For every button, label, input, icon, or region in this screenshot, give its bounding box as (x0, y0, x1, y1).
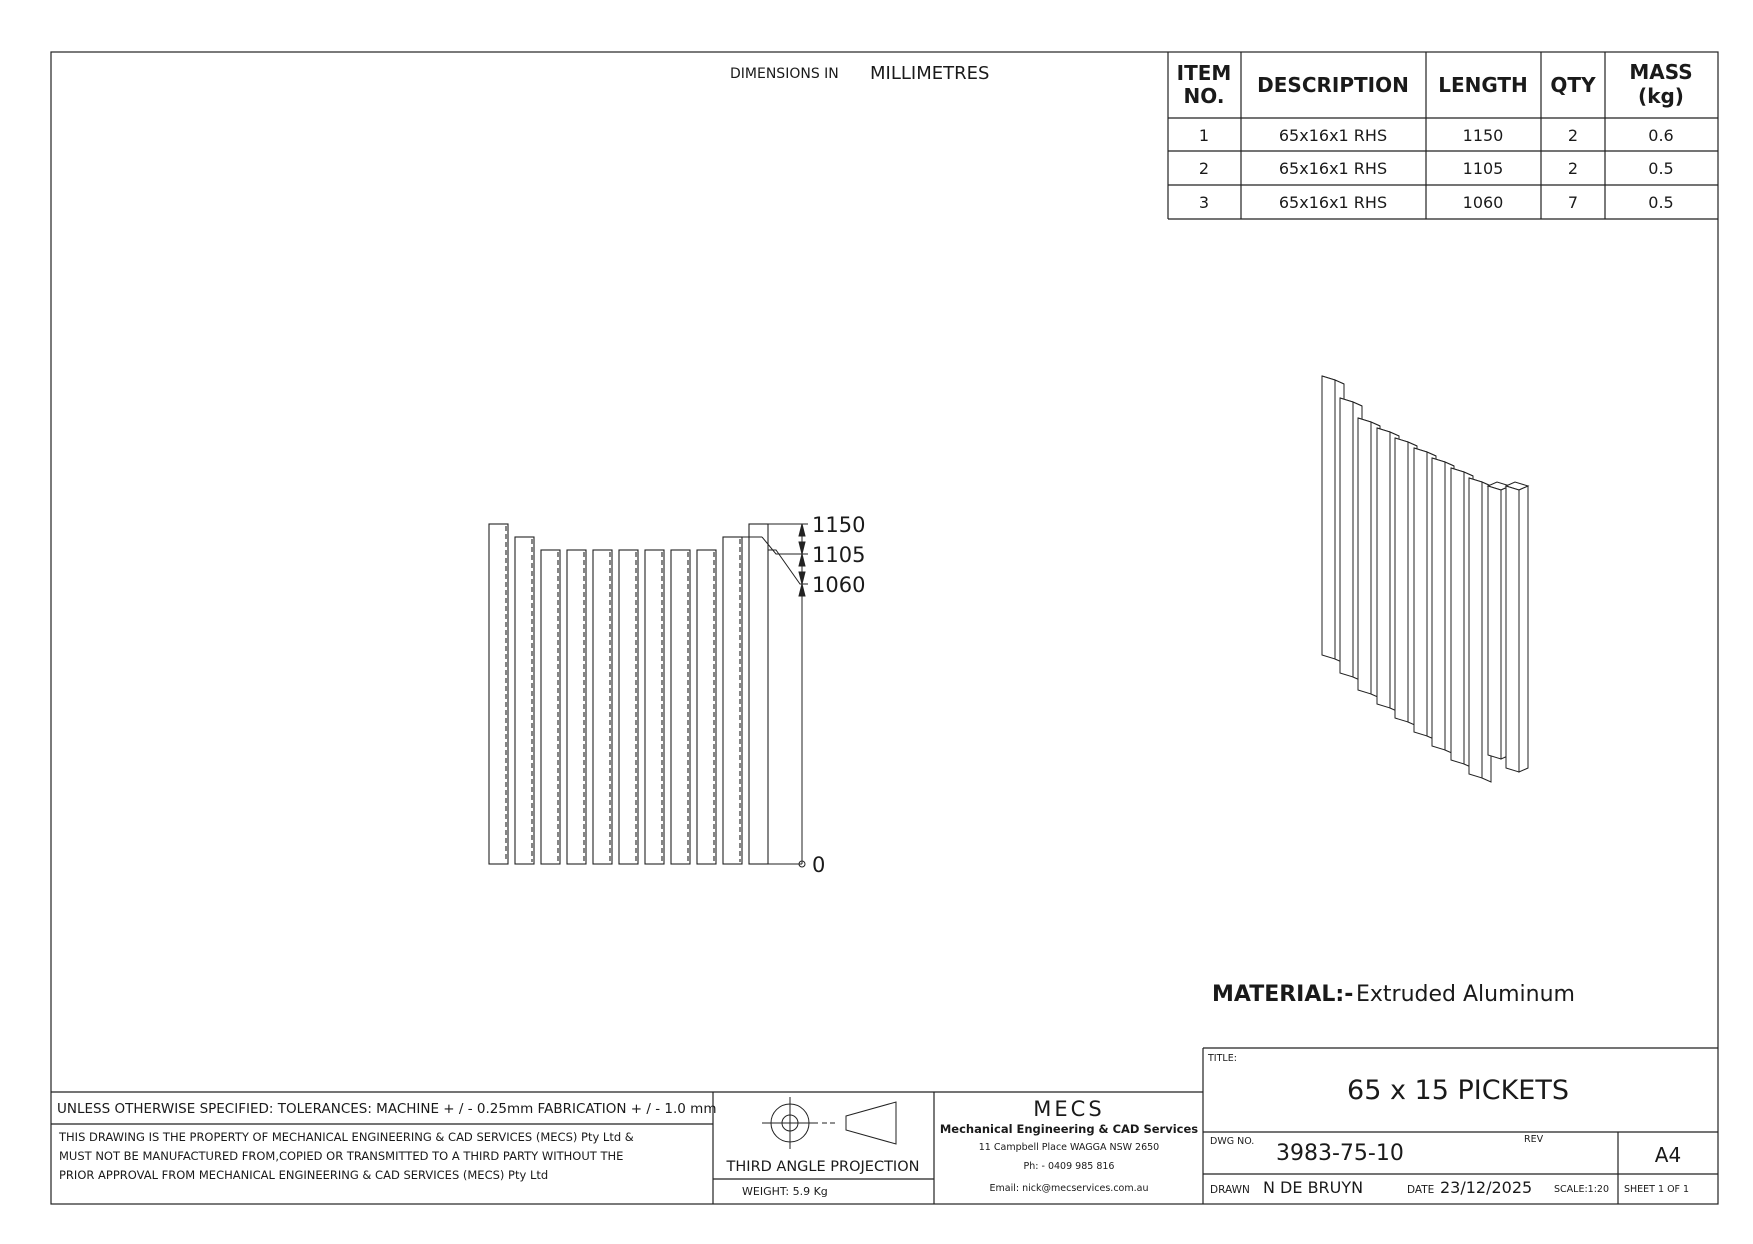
picket (593, 550, 612, 864)
dimension-0: 0 (812, 853, 826, 877)
material-label: MATERIAL:- (1212, 982, 1354, 1007)
dwg-no-label: DWG NO. (1210, 1136, 1255, 1147)
picket (489, 524, 508, 864)
dwg-no: 3983-75-10 (1276, 1141, 1404, 1166)
picket (541, 550, 560, 864)
picket (671, 550, 690, 864)
company-name: Mechanical Engineering & CAD Services (939, 1122, 1199, 1136)
bom-cell-mass: 0.6 (1648, 126, 1674, 145)
isometric-view (1322, 376, 1528, 782)
bom-cell-mass: 0.5 (1648, 193, 1674, 212)
property-note-line2: MUST NOT BE MANUFACTURED FROM,COPIED OR TRANSMITTED TO A THIRD PARTY WITHOUT THE (59, 1149, 624, 1163)
iso-picket (1506, 482, 1528, 772)
picket (697, 550, 716, 864)
bom-cell-qty: 2 (1567, 159, 1579, 178)
bom-cell-qty: 2 (1567, 126, 1579, 145)
bom-cell-item: 1 (1198, 126, 1210, 145)
bom-row (1199, 126, 1674, 145)
bom-header-length: LENGTH (1438, 73, 1528, 97)
bom-cell-mass: 0.5 (1648, 159, 1674, 178)
bom-cell-qty: 7 (1567, 193, 1579, 212)
picket (723, 537, 742, 864)
dimension-1060: 1060 (812, 573, 866, 597)
picket (749, 524, 768, 864)
third-angle-projection-icon (762, 1097, 896, 1149)
dimension-1150: 1150 (812, 513, 866, 537)
drawing-title: 65 x 15 PICKETS (1347, 1075, 1569, 1106)
ordinate-dimension-lines (742, 524, 808, 867)
scale-label: SCALE:1:20 (1554, 1184, 1609, 1195)
bom-cell-description: 65x16x1 RHS (1278, 126, 1388, 145)
bom-header-mass-unit: (kg) (1638, 84, 1684, 108)
front-view (489, 524, 768, 864)
rev-label: REV (1524, 1134, 1544, 1145)
weight-label: WEIGHT: 5.9 Kg (742, 1185, 828, 1198)
company-address: 11 Campbell Place WAGGA NSW 2650 (978, 1142, 1160, 1153)
projection-label: THIRD ANGLE PROJECTION (726, 1159, 920, 1175)
dimensions-note-unit: MILLIMETRES (870, 63, 990, 84)
picket (515, 537, 534, 864)
dimension-1105: 1105 (812, 543, 866, 567)
dimensions-note-prefix: DIMENSIONS IN (730, 66, 839, 82)
company-phone: Ph: - 0409 985 816 (1023, 1161, 1115, 1172)
bom-row (1199, 159, 1674, 178)
property-note-line1: THIS DRAWING IS THE PROPERTY OF MECHANICAL ENGINEERING & CAD SERVICES (MECS) Pty Ltd & (59, 1130, 634, 1144)
bom-header-item: ITEM (1176, 61, 1232, 85)
sheet-size: A4 (1654, 1143, 1682, 1167)
bom-header-qty: QTY (1550, 73, 1596, 97)
bom-cell-item: 2 (1198, 159, 1210, 178)
bom-row (1199, 193, 1674, 212)
bom-cell-description: 65x16x1 RHS (1278, 193, 1388, 212)
bom-header-description: DESCRIPTION (1257, 73, 1409, 97)
picket (619, 550, 638, 864)
drawn-by: N DE BRUYN (1263, 1178, 1364, 1197)
bom-cell-item: 3 (1198, 193, 1210, 212)
title-label: TITLE: (1208, 1053, 1237, 1064)
bom-header-item-no: NO. (1183, 84, 1225, 108)
bom-cell-length: 1150 (1462, 126, 1504, 145)
company-email: Email: nick@mecservices.com.au (989, 1183, 1149, 1194)
bom-cell-description: 65x16x1 RHS (1278, 159, 1388, 178)
bom-cell-length: 1060 (1462, 193, 1504, 212)
picket (645, 550, 664, 864)
material-value: Extruded Aluminum (1356, 982, 1575, 1007)
drawn-label: DRAWN (1210, 1184, 1250, 1196)
property-note-line3: PRIOR APPROVAL FROM MECHANICAL ENGINEERING & CAD SERVICES (MECS) Pty Ltd (59, 1168, 549, 1182)
company-logo: MECS (1033, 1097, 1105, 1121)
sheet-number: SHEET 1 OF 1 (1624, 1184, 1690, 1195)
date-value: 23/12/2025 (1440, 1178, 1533, 1197)
bom-header-mass: MASS (1629, 60, 1693, 84)
tolerances-note: UNLESS OTHERWISE SPECIFIED: TOLERANCES: MACHINE + / - 0.25mm FABRICATION + / - 1.0 mm (57, 1101, 717, 1117)
picket (567, 550, 586, 864)
date-label: DATE (1407, 1184, 1435, 1196)
bom-cell-length: 1105 (1462, 159, 1504, 178)
